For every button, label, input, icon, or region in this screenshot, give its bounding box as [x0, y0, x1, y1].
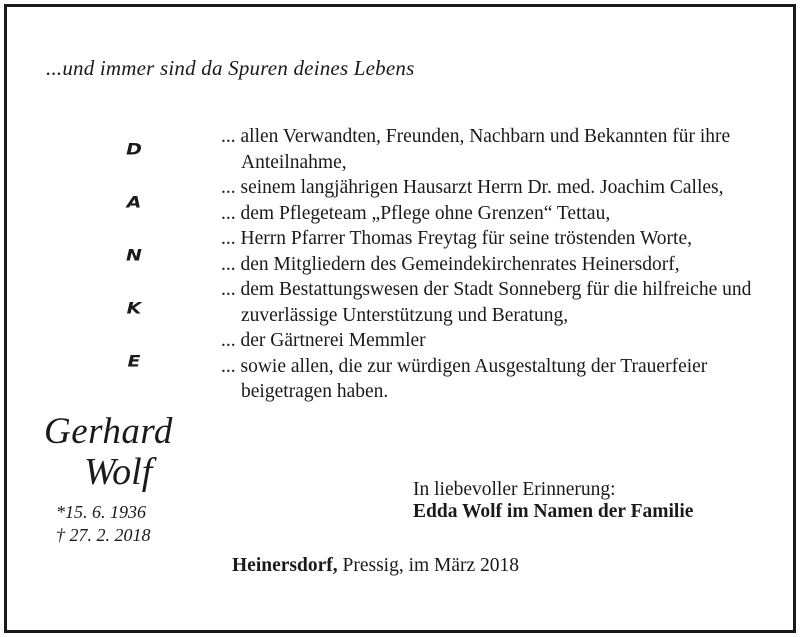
- danke-letter: N: [126, 245, 142, 265]
- deceased-name: [40, 412, 230, 492]
- thanks-item: ... seinem langjährigen Hausarzt Herrn Dr. med. Joachim Calles,: [221, 177, 724, 198]
- danke-letter: K: [126, 298, 142, 318]
- first-name: Gerhard: [44, 411, 173, 452]
- thanks-item: ... den Mitgliedern des Gemeindekirchenrates Heinersdorf,: [221, 253, 680, 275]
- remembrance-by: Edda Wolf im Namen der Familie: [413, 501, 694, 522]
- place-city: Heinersdorf,: [232, 555, 338, 576]
- place-date: [232, 555, 519, 577]
- thanks-list: [221, 124, 761, 405]
- death-date: † 27. 2. 2018: [56, 525, 151, 545]
- thanks-item: ... sowie allen, die zur würdigen Ausgestaltung der Trauerfeier beigetragen haben.: [221, 355, 708, 402]
- thanks-item: ... der Gärtnerei Memmler: [221, 330, 426, 351]
- danke-letter: E: [127, 351, 141, 371]
- remembrance-block: [413, 479, 693, 523]
- thanks-item: ... dem Pflegeteam „Pflege ohne Grenzen“ Tettau,: [221, 202, 611, 224]
- thanks-item: ... Herrn Pfarrer Thomas Freytag für seine tröstenden Worte,: [221, 228, 692, 249]
- thanks-item: ... allen Verwandten, Freunden, Nachbarn und Bekannten für ihre Anteilnahme,: [221, 126, 731, 173]
- motto: ...und immer sind da Spuren deines Lebens: [46, 56, 415, 80]
- last-name: Wolf: [84, 451, 153, 493]
- birth-date: *15. 6. 1936: [56, 502, 146, 522]
- life-dates: [56, 501, 151, 547]
- remembrance-intro: In liebevoller Erinnerung:: [413, 479, 616, 500]
- danke-vertical: [118, 136, 150, 401]
- place-rest: Pressig, im März 2018: [342, 555, 520, 576]
- danke-letter: D: [126, 139, 142, 159]
- thanks-item: ... dem Bestattungswesen der Stadt Sonneberg für die hilfreiche und zuverlässige Unterstützung und Beratung,: [221, 279, 752, 326]
- danke-letter: A: [126, 192, 142, 212]
